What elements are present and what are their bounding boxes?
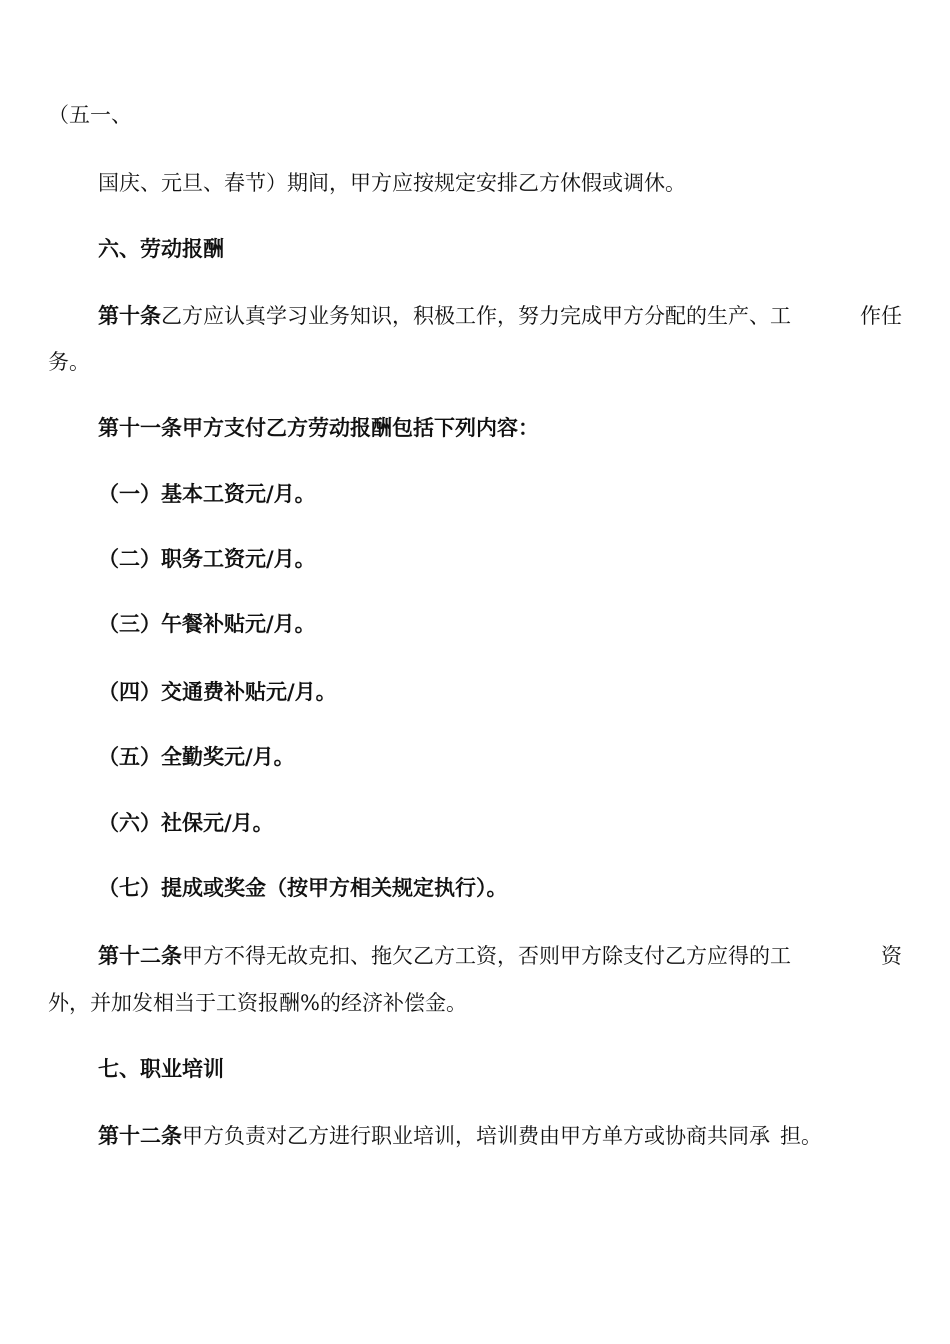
article-12a-tail: 资 [881, 944, 902, 968]
article-10-label: 第十条 [98, 303, 161, 328]
pay-item-3: （三）午餐补贴元/月。 [98, 611, 316, 636]
article-12a-line2: 外，并加发相当于工资报酬%的经济补偿金。 [48, 991, 467, 1015]
paragraph-holiday-cont: 国庆、元旦、春节）期间，甲方应按规定安排乙方休假或调休。 [98, 171, 686, 195]
article-12b-line1 [98, 1124, 822, 1148]
article-12b-text: 甲方负责对乙方进行职业培训，培训费由甲方单方或协商共同承 [182, 1124, 770, 1148]
article-10-line2: 务。 [48, 350, 90, 374]
pay-item-5: （五）全勤奖元/月。 [98, 744, 295, 769]
pay-item-2: （二）职务工资元/月。 [98, 546, 316, 571]
article-12a-line1 [98, 944, 902, 968]
article-11: 第十一条甲方支付乙方劳动报酬包括下列内容： [98, 415, 539, 440]
paragraph-holiday-start: （五一、 [48, 103, 132, 127]
pay-item-4: （四）交通费补贴元/月。 [98, 679, 337, 704]
article-12a-label: 第十二条 [98, 943, 182, 968]
section-heading-training: 七、职业培训 [98, 1056, 224, 1081]
section-heading-remuneration: 六、劳动报酬 [98, 236, 224, 261]
pay-item-1: （一）基本工资元/月。 [98, 481, 316, 506]
pay-item-7: （七）提成或奖金（按甲方相关规定执行）。 [98, 875, 508, 900]
pay-item-6: （六）社保元/月。 [98, 810, 274, 835]
article-10-text: 乙方应认真学习业务知识，积极工作，努力完成甲方分配的生产、工 [161, 304, 791, 328]
article-10-line1 [98, 304, 902, 328]
article-10-tail: 作任 [860, 304, 902, 328]
article-12b-tail: 担。 [780, 1124, 822, 1148]
article-12b-label: 第十二条 [98, 1123, 182, 1148]
article-12a-text: 甲方不得无故克扣、拖欠乙方工资，否则甲方除支付乙方应得的工 [182, 944, 791, 968]
